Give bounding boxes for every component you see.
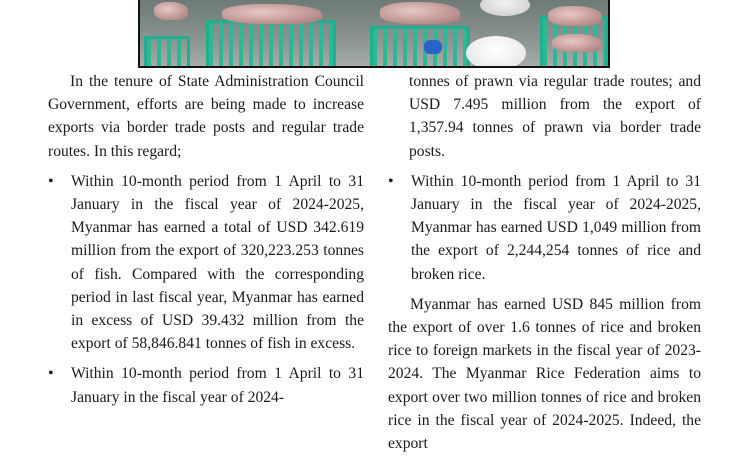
fish-fillet [222,4,322,24]
fish-fillet [380,2,460,24]
fish-fillet [552,34,602,52]
left-column [48,70,364,409]
right-column [388,70,701,455]
prawn-continuation-text: tonnes of prawn via regular trade routes; and USD 7.495 million from the export of 1,357.94 tonnes of prawn via border trade posts. [409,73,701,160]
fish-fillet [548,6,602,26]
metal-bowl [480,0,530,16]
rice-federation-paragraph: Myanmar has earned USD 845 million from the export of over 1.6 tonnes of rice and broken rice to foreign markets in the fiscal year of 2023-2024. The Myanmar Rice Federation aims to export over two million tonnes of rice and broken rice in the fiscal year of 2024-2025. Indeed, the export [388,295,701,453]
white-bowl [466,36,526,68]
prawn-export-bullet: • Within 10-month period from 1 April to 31 January in the fiscal year of 2024- [48,362,364,408]
fish-crate [144,36,190,66]
fish-export-bullet: • Within 10-month period from 1 April to 31 January in the fiscal year of 2024-2025, Myanmar has earned a total of USD 342.619 million from the export of 320,223.253 tonnes of fish. Compared with the corresponding period in last fiscal year, Myanmar has earned in excess of USD 39.432 million from the export of 58,846.841 tonnes of fish in excess. [48,170,364,356]
blue-glove [424,40,442,54]
fish-fillet [154,2,188,20]
fish-crate [370,26,470,66]
intro-paragraph: In the tenure of State Administration Council Government, efforts are being made to increase exports via border trade posts and regular trade routes. In this regard; [48,73,364,160]
fish-processing-photo [138,0,610,68]
rice-export-bullet: • Within 10-month period from 1 April to 31 January in the fiscal year of 2024-2025, Myanmar has earned USD 1,049 million from the export of 2,244,254 tonnes of rice and broken rice. [388,170,701,286]
fish-crate [206,20,336,66]
